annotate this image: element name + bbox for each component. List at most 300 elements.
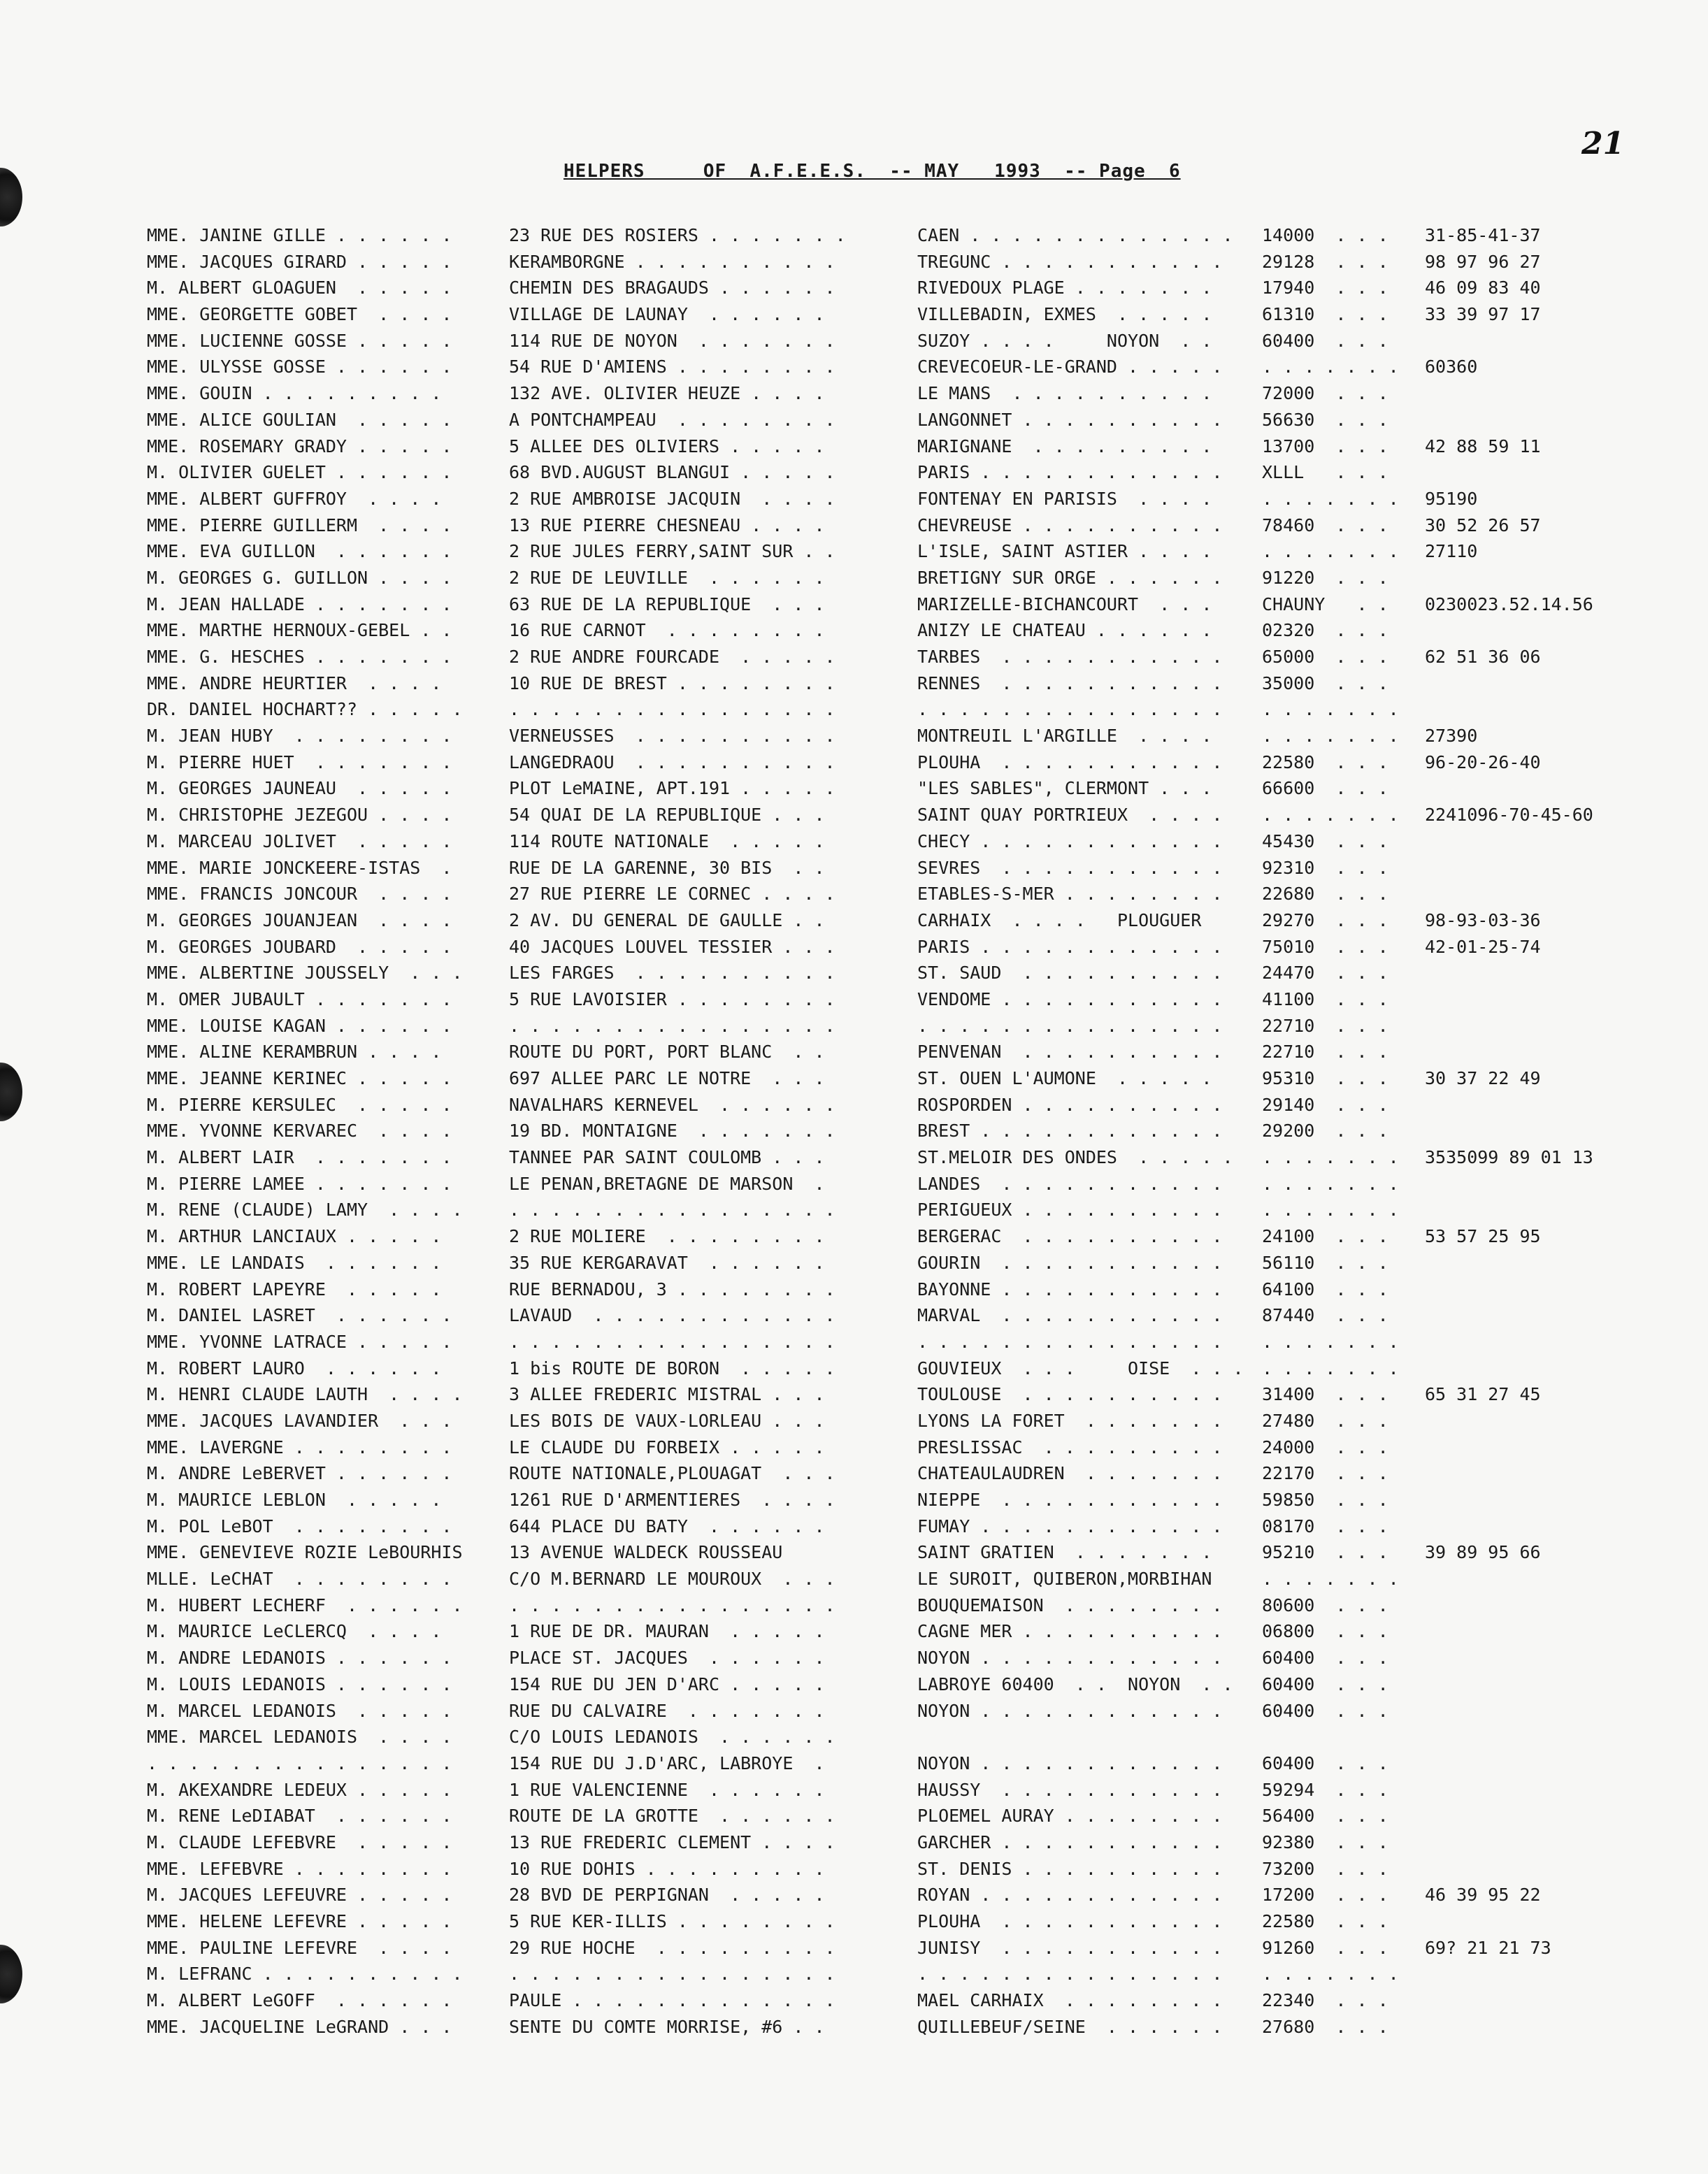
helper-address: LAVAUD . . . . . . . . . . . . — [509, 1305, 835, 1326]
helper-name: MLLE. LeCHAT . . . . . . . . — [147, 1569, 452, 1590]
list-item — [0, 617, 1708, 644]
list-item — [0, 1223, 1708, 1250]
helper-city: CAGNE MER . . . . . . . . . . — [917, 1621, 1223, 1642]
helper-name: MME. FRANCIS JONCOUR . . . . — [147, 884, 452, 905]
helper-name: M. ALBERT LeGOFF . . . . . . — [147, 1990, 452, 2011]
helper-postal-code: 35000 . . . — [1262, 672, 1388, 693]
helper-name: MME. LAVERGNE . . . . . . . . — [147, 1437, 452, 1457]
helper-address: 114 RUE DE NOYON . . . . . . . — [509, 330, 835, 351]
helper-name: M. ROBERT LAURO . . . . . . — [147, 1358, 442, 1378]
helper-city: BAYONNE . . . . . . . . . . . — [917, 1279, 1223, 1300]
helper-city: "LES SABLES", CLERMONT . . . — [917, 778, 1212, 799]
list-item — [0, 723, 1708, 749]
helper-name: M. CHRISTOPHE JEZEGOU . . . . — [147, 805, 452, 826]
helper-city: PLOEMEL AURAY . . . . . . . . — [917, 1806, 1223, 1827]
helper-postal-code: 95310 . . . — [1262, 1068, 1388, 1088]
list-item — [0, 328, 1708, 354]
helper-name: M. PIERRE KERSULEC . . . . . — [147, 1094, 452, 1115]
helper-city: PARIS . . . . . . . . . . . . — [917, 936, 1223, 957]
helper-postal-code: 29200 . . . — [1262, 1121, 1388, 1142]
helper-name: . . . . . . . . . . . . . . . — [147, 1752, 452, 1773]
helper-address: SENTE DU COMTE MORRISE, #6 . . — [509, 2016, 825, 2037]
helper-postal-code: 75010 . . . — [1262, 936, 1388, 957]
helper-address: 2 RUE AMBROISE JACQUIN . . . . — [509, 488, 835, 509]
helper-postal-code: 24000 . . . — [1262, 1437, 1388, 1457]
helper-address: PLOT LeMAINE, APT.191 . . . . . — [509, 778, 835, 799]
helper-name: MME. ROSEMARY GRADY . . . . . — [147, 435, 452, 456]
helper-city: BOUQUEMAISON . . . . . . . . — [917, 1594, 1223, 1615]
helper-city: LE SUROIT, QUIBERON,MORBIHAN — [917, 1569, 1212, 1590]
helper-name: M. PIERRE HUET . . . . . . . — [147, 751, 452, 772]
helper-address: 54 QUAI DE LA REPUBLIQUE . . . — [509, 805, 825, 826]
helper-city: ST. SAUD . . . . . . . . . . — [917, 963, 1223, 984]
helper-city: LANDES . . . . . . . . . . . — [917, 1173, 1223, 1194]
helper-city: JUNISY . . . . . . . . . . . — [917, 1937, 1223, 1958]
helper-address: PAULE . . . . . . . . . . . . . — [509, 1990, 835, 2011]
helper-postal-code: 29270 . . . — [1262, 909, 1388, 930]
helper-name: M. DANIEL LASRET . . . . . . — [147, 1305, 452, 1326]
list-item — [0, 512, 1708, 539]
helper-postal-code: 22580 . . . — [1262, 751, 1388, 772]
list-item — [0, 1829, 1708, 1856]
helper-postal-code: 56110 . . . — [1262, 1252, 1388, 1273]
helper-name: M. ANDRE LEDANOIS . . . . . . — [147, 1648, 452, 1669]
helper-address: 1261 RUE D'ARMENTIERES . . . . — [509, 1490, 835, 1510]
helper-postal-code: 56630 . . . — [1262, 409, 1388, 430]
helper-address: LES FARGES . . . . . . . . . . — [509, 963, 835, 984]
helper-phone: 30 52 26 57 — [1425, 514, 1541, 535]
helper-city: PENVENAN . . . . . . . . . . — [917, 1042, 1223, 1063]
helper-name: M. ALBERT LAIR . . . . . . . — [147, 1147, 452, 1168]
list-item — [0, 1908, 1708, 1935]
helper-address: LES BOIS DE VAUX-LORLEAU . . . — [509, 1410, 825, 1431]
helper-address: 132 AVE. OLIVIER HEUZE . . . . — [509, 383, 825, 404]
list-item — [0, 855, 1708, 881]
list-item — [0, 1197, 1708, 1223]
helper-postal-code: 60400 . . . — [1262, 1752, 1388, 1773]
helper-name: MME. JANINE GILLE . . . . . . — [147, 225, 452, 245]
helper-city: . . . . . . . . . . . . . . . — [917, 1964, 1223, 1985]
helper-name: MME. YVONNE KERVAREC . . . . — [147, 1121, 452, 1142]
helper-city: NIEPPE . . . . . . . . . . . — [917, 1490, 1223, 1510]
helper-name: M. MAURICE LeCLERCQ . . . . — [147, 1621, 442, 1642]
helper-city: LE MANS . . . . . . . . . . — [917, 383, 1212, 404]
helper-city: FUMAY . . . . . . . . . . . . — [917, 1516, 1223, 1536]
list-item — [0, 407, 1708, 433]
helper-address: 10 RUE DOHIS . . . . . . . . . — [509, 1858, 825, 1879]
helper-city: CAEN . . . . . . . . . . . . . — [917, 225, 1233, 245]
list-item — [0, 1724, 1708, 1750]
helper-name: MME. LUCIENNE GOSSE . . . . . — [147, 330, 452, 351]
helper-name: MME. LE LANDAIS . . . . . . — [147, 1252, 442, 1273]
list-item — [0, 459, 1708, 486]
helper-phone: 98-93-03-36 — [1425, 909, 1541, 930]
helper-name: M. HUBERT LECHERF . . . . . . — [147, 1594, 463, 1615]
helper-city: L'ISLE, SAINT ASTIER . . . . — [917, 541, 1212, 562]
helper-name: M. POL LeBOT . . . . . . . . — [147, 1516, 452, 1536]
list-item — [0, 644, 1708, 670]
helper-address: PLACE ST. JACQUES . . . . . . — [509, 1648, 825, 1669]
list-item — [0, 1355, 1708, 1382]
list-item — [0, 749, 1708, 776]
helper-city: GOURIN . . . . . . . . . . . — [917, 1252, 1223, 1273]
list-item — [0, 1144, 1708, 1171]
list-item — [0, 1302, 1708, 1329]
helper-postal-code: 91260 . . . — [1262, 1937, 1388, 1958]
helper-postal-code: . . . . . . . — [1262, 541, 1399, 562]
helper-postal-code: 87440 . . . — [1262, 1305, 1388, 1326]
helper-phone: 27110 — [1425, 541, 1478, 562]
list-item — [0, 1803, 1708, 1829]
helper-name: MME. JACQUES LAVANDIER . . . — [147, 1410, 452, 1431]
list-item — [0, 1513, 1708, 1540]
helper-city: . . . . . . . . . . . . . . . — [917, 1331, 1223, 1352]
list-item — [0, 301, 1708, 328]
helper-city: LYONS LA FORET . . . . . . . — [917, 1410, 1223, 1431]
helper-city: GARCHER . . . . . . . . . . . — [917, 1831, 1223, 1852]
helper-postal-code: 22710 . . . — [1262, 1042, 1388, 1063]
binder-hole-top — [0, 168, 22, 226]
list-item — [0, 1381, 1708, 1408]
helper-postal-code: 31400 . . . — [1262, 1384, 1388, 1405]
helper-name: M. GEORGES JAUNEAU . . . . . — [147, 778, 452, 799]
helper-address: VERNEUSSES . . . . . . . . . . — [509, 726, 835, 747]
list-item — [0, 222, 1708, 249]
helper-city: BERGERAC . . . . . . . . . . — [917, 1226, 1223, 1247]
helper-name: M. ALBERT GLOAGUEN . . . . . — [147, 278, 452, 298]
helper-address: 1 RUE DE DR. MAURAN . . . . . — [509, 1621, 825, 1642]
helper-address: LE PENAN,BRETAGNE DE MARSON . — [509, 1173, 825, 1194]
helper-city: PERIGUEUX . . . . . . . . . . — [917, 1200, 1223, 1221]
helper-name: MME. MARIE JONCKEERE-ISTAS . — [147, 857, 452, 878]
helper-postal-code: 60400 . . . — [1262, 330, 1388, 351]
list-item — [0, 380, 1708, 407]
helper-address: 1 RUE VALENCIENNE . . . . . . — [509, 1779, 825, 1800]
helper-city: MAEL CARHAIX . . . . . . . . — [917, 1990, 1223, 2011]
helper-name: MME. LOUISE KAGAN . . . . . . — [147, 1015, 452, 1036]
helper-address: 27 RUE PIERRE LE CORNEC . . . . — [509, 884, 835, 905]
helper-address: 5 ALLEE DES OLIVIERS . . . . . — [509, 435, 825, 456]
list-item — [0, 802, 1708, 828]
helper-address: 28 BVD DE PERPIGNAN . . . . . — [509, 1885, 825, 1906]
helper-postal-code: 22680 . . . — [1262, 884, 1388, 905]
helper-postal-code: . . . . . . . — [1262, 357, 1399, 377]
page-number: 21 — [1581, 126, 1625, 161]
helper-name: M. RENE LeDIABAT . . . . . . — [147, 1806, 452, 1827]
list-item — [0, 1013, 1708, 1039]
list-item — [0, 433, 1708, 460]
helper-address: NAVALHARS KERNEVEL . . . . . . — [509, 1094, 835, 1115]
helper-city: VENDOME . . . . . . . . . . . — [917, 988, 1223, 1009]
helper-address: 16 RUE CARNOT . . . . . . . . — [509, 620, 825, 641]
helper-postal-code: 78460 . . . — [1262, 514, 1388, 535]
helper-phone: 46 09 83 40 — [1425, 278, 1541, 298]
helper-city: SAINT QUAY PORTRIEUX . . . . — [917, 805, 1223, 826]
helper-postal-code: XLLL . . . — [1262, 462, 1388, 483]
helper-city: MARIZELLE-BICHANCOURT . . . — [917, 593, 1212, 614]
helper-phone: 42 88 59 11 — [1425, 435, 1541, 456]
page-header: HELPERS OF A.F.E.E.S. -- MAY 1993 -- Page 6 — [564, 161, 1181, 182]
list-item — [0, 1566, 1708, 1592]
helper-address: 154 RUE DU J.D'ARC, LABROYE . — [509, 1752, 825, 1773]
helper-city: NOYON . . . . . . . . . . . . — [917, 1648, 1223, 1669]
helper-name: M. GEORGES JOUBARD . . . . . — [147, 936, 452, 957]
helper-address: VILLAGE DE LAUNAY . . . . . . — [509, 304, 825, 325]
helper-name: M. GEORGES G. GUILLON . . . . — [147, 567, 452, 588]
helper-postal-code: 24470 . . . — [1262, 963, 1388, 984]
helper-phone: 95190 — [1425, 488, 1478, 509]
helper-name: M. OLIVIER GUELET . . . . . . — [147, 462, 452, 483]
list-item — [0, 1329, 1708, 1355]
helper-name: M. ARTHUR LANCIAUX . . . . . — [147, 1226, 442, 1247]
helper-postal-code: 60400 . . . — [1262, 1700, 1388, 1721]
helper-name: MME. ALBERT GUFFROY . . . . — [147, 488, 442, 509]
helper-postal-code: 92310 . . . — [1262, 857, 1388, 878]
list-item — [0, 934, 1708, 960]
helper-address: . . . . . . . . . . . . . . . . — [509, 1594, 835, 1615]
helper-address: 5 RUE KER-ILLIS . . . . . . . . — [509, 1911, 835, 1931]
helper-phone: 60360 — [1425, 357, 1478, 377]
helper-city: TARBES . . . . . . . . . . . — [917, 647, 1223, 667]
helper-name: MME. EVA GUILLON . . . . . . — [147, 541, 452, 562]
helper-address: TANNEE PAR SAINT COULOMB . . . — [509, 1147, 825, 1168]
helper-postal-code: 17940 . . . — [1262, 278, 1388, 298]
helper-address: A PONTCHAMPEAU . . . . . . . . — [509, 409, 835, 430]
helper-postal-code: 24100 . . . — [1262, 1226, 1388, 1247]
helper-postal-code: 95210 . . . — [1262, 1542, 1388, 1563]
helper-address: ROUTE DE LA GROTTE . . . . . . — [509, 1806, 835, 1827]
helper-postal-code: 22580 . . . — [1262, 1911, 1388, 1931]
helper-postal-code: 92380 . . . — [1262, 1831, 1388, 1852]
helper-address: 23 RUE DES ROSIERS . . . . . . . — [509, 225, 846, 245]
list-item — [0, 1592, 1708, 1619]
helper-address: 2 RUE ANDRE FOURCADE . . . . . — [509, 647, 835, 667]
helper-city: LANGONNET . . . . . . . . . . — [917, 409, 1223, 430]
helper-address: . . . . . . . . . . . . . . . . — [509, 1964, 835, 1985]
helper-name: M. PIERRE LAMEE . . . . . . . — [147, 1173, 452, 1194]
helper-address: 1 bis ROUTE DE BORON . . . . . — [509, 1358, 835, 1378]
helper-address: RUE DU CALVAIRE . . . . . . . — [509, 1700, 825, 1721]
helper-city: RIVEDOUX PLAGE . . . . . . . — [917, 278, 1212, 298]
helper-postal-code: 06800 . . . — [1262, 1621, 1388, 1642]
helper-postal-code: . . . . . . . — [1262, 1173, 1399, 1194]
list-item — [0, 2014, 1708, 2040]
helper-name: MME. G. HESCHES . . . . . . . — [147, 647, 452, 667]
helper-name: MME. ULYSSE GOSSE . . . . . . — [147, 357, 452, 377]
helper-phone: 30 37 22 49 — [1425, 1068, 1541, 1088]
helper-phone: 62 51 36 06 — [1425, 647, 1541, 667]
helper-address: . . . . . . . . . . . . . . . . — [509, 1200, 835, 1221]
helper-postal-code: 64100 . . . — [1262, 1279, 1388, 1300]
helper-city: TOULOUSE . . . . . . . . . . — [917, 1384, 1223, 1405]
list-item — [0, 1882, 1708, 1908]
helper-phone: 98 97 96 27 — [1425, 251, 1541, 272]
list-item — [0, 275, 1708, 301]
helper-address: 29 RUE HOCHE . . . . . . . . . — [509, 1937, 835, 1958]
list-item — [0, 1276, 1708, 1303]
helper-name: MME. MARCEL LEDANOIS . . . . — [147, 1727, 452, 1748]
helper-name: M. MAURICE LEBLON . . . . . — [147, 1490, 442, 1510]
helper-name: MME. JEANNE KERINEC . . . . . — [147, 1068, 452, 1088]
helper-postal-code: . . . . . . . — [1262, 1200, 1399, 1221]
helper-city: ST. OUEN L'AUMONE . . . . . — [917, 1068, 1212, 1088]
helper-city: ST.MELOIR DES ONDES . . . . . — [917, 1147, 1233, 1168]
helper-address: 19 BD. MONTAIGNE . . . . . . . — [509, 1121, 835, 1142]
helper-city: CHEVREUSE . . . . . . . . . . — [917, 514, 1223, 535]
helper-address: . . . . . . . . . . . . . . . . — [509, 1331, 835, 1352]
helper-address: 35 RUE KERGARAVAT . . . . . . — [509, 1252, 825, 1273]
helper-city: . . . . . . . . . . . . . . . — [917, 1015, 1223, 1036]
helper-city: BREST . . . . . . . . . . . . — [917, 1121, 1223, 1142]
list-item — [0, 1777, 1708, 1804]
helper-postal-code: 29140 . . . — [1262, 1094, 1388, 1115]
helper-city: CREVECOEUR-LE-GRAND . . . . . — [917, 357, 1223, 377]
list-item — [0, 1408, 1708, 1434]
helper-postal-code: 29128 . . . — [1262, 251, 1388, 272]
helper-city: CHECY . . . . . . . . . . . . — [917, 830, 1223, 851]
helper-address: 114 ROUTE NATIONALE . . . . . — [509, 830, 825, 851]
helper-postal-code: 80600 . . . — [1262, 1594, 1388, 1615]
helper-address: ROUTE DU PORT, PORT BLANC . . — [509, 1042, 825, 1063]
helper-postal-code: 22170 . . . — [1262, 1463, 1388, 1484]
helper-postal-code: . . . . . . . — [1262, 1964, 1399, 1985]
helper-name: M. HENRI CLAUDE LAUTH . . . . — [147, 1384, 463, 1405]
helper-address: 10 RUE DE BREST . . . . . . . . — [509, 672, 835, 693]
helper-city: ROYAN . . . . . . . . . . . . — [917, 1885, 1223, 1906]
helper-postal-code: 60400 . . . — [1262, 1673, 1388, 1694]
helper-postal-code: . . . . . . . — [1262, 805, 1399, 826]
helper-address: 13 RUE FREDERIC CLEMENT . . . . — [509, 1831, 835, 1852]
helper-city: NOYON . . . . . . . . . . . . — [917, 1700, 1223, 1721]
helper-city: SEVRES . . . . . . . . . . . — [917, 857, 1223, 878]
helper-phone: 69? 21 21 73 — [1425, 1937, 1551, 1958]
list-item — [0, 1618, 1708, 1645]
helper-address: 2 AV. DU GENERAL DE GAULLE . . — [509, 909, 825, 930]
helper-address: CHEMIN DES BRAGAUDS . . . . . . — [509, 278, 835, 298]
helper-phone: 27390 — [1425, 726, 1478, 747]
helper-name: M. CLAUDE LEFEBVRE . . . . . — [147, 1831, 452, 1852]
list-item — [0, 1671, 1708, 1698]
helper-name: M. ROBERT LAPEYRE . . . . . — [147, 1279, 442, 1300]
helper-city: ETABLES-S-MER . . . . . . . . — [917, 884, 1223, 905]
helper-postal-code: 60400 . . . — [1262, 1648, 1388, 1669]
helper-postal-code: 13700 . . . — [1262, 435, 1388, 456]
helper-name: MME. PIERRE GUILLERM . . . . — [147, 514, 452, 535]
helper-postal-code: 27680 . . . — [1262, 2016, 1388, 2037]
list-item — [0, 960, 1708, 986]
helper-city: ANIZY LE CHATEAU . . . . . . — [917, 620, 1212, 641]
helper-address: 644 PLACE DU BATY . . . . . . — [509, 1516, 825, 1536]
helper-name: M. MARCEAU JOLIVET . . . . . — [147, 830, 452, 851]
helper-postal-code: 45430 . . . — [1262, 830, 1388, 851]
helper-postal-code: 41100 . . . — [1262, 988, 1388, 1009]
helper-name: MME. YVONNE LATRACE . . . . . — [147, 1331, 452, 1352]
helper-postal-code: 91220 . . . — [1262, 567, 1388, 588]
helper-postal-code: 59294 . . . — [1262, 1779, 1388, 1800]
helper-name: M. MARCEL LEDANOIS . . . . . — [147, 1700, 452, 1721]
helper-address: 697 ALLEE PARC LE NOTRE . . . — [509, 1068, 825, 1088]
helper-phone: 31-85-41-37 — [1425, 225, 1541, 245]
list-item — [0, 565, 1708, 591]
helper-city: FONTENAY EN PARISIS . . . . — [917, 488, 1212, 509]
helper-address: LE CLAUDE DU FORBEIX . . . . . — [509, 1437, 825, 1457]
helper-phone: 33 39 97 17 — [1425, 304, 1541, 325]
helper-city: PARIS . . . . . . . . . . . . — [917, 462, 1223, 483]
helper-postal-code: . . . . . . . — [1262, 1331, 1399, 1352]
helper-name: MME. HELENE LEFEVRE . . . . . — [147, 1911, 452, 1931]
list-item — [0, 1065, 1708, 1092]
list-item — [0, 1487, 1708, 1513]
helper-city: PLOUHA . . . . . . . . . . . — [917, 751, 1223, 772]
helper-name: M. JEAN HUBY . . . . . . . . — [147, 726, 452, 747]
helper-address: C/O M.BERNARD LE MOUROUX . . . — [509, 1569, 835, 1590]
helper-city: MARIGNANE . . . . . . . . . — [917, 435, 1212, 456]
list-item — [0, 1118, 1708, 1144]
list-item — [0, 1539, 1708, 1566]
helper-city: MARVAL . . . . . . . . . . . — [917, 1305, 1223, 1326]
helper-phone: 46 39 95 22 — [1425, 1885, 1541, 1906]
helper-postal-code: 14000 . . . — [1262, 225, 1388, 245]
helper-address: 3 ALLEE FREDERIC MISTRAL . . . — [509, 1384, 825, 1405]
helper-phone: 39 89 95 66 — [1425, 1542, 1541, 1563]
helper-address: . . . . . . . . . . . . . . . . — [509, 1015, 835, 1036]
list-item — [0, 1645, 1708, 1671]
helper-address: 68 BVD.AUGUST BLANGUI . . . . . — [509, 462, 835, 483]
list-item — [0, 249, 1708, 275]
helper-city: CARHAIX . . . . PLOUGUER — [917, 909, 1202, 930]
helper-postal-code: 72000 . . . — [1262, 383, 1388, 404]
helper-name: MME. LEFEBVRE . . . . . . . . — [147, 1858, 452, 1879]
list-item — [0, 670, 1708, 697]
helper-address: KERAMBORGNE . . . . . . . . . . — [509, 251, 835, 272]
helper-address: 13 AVENUE WALDECK ROUSSEAU — [509, 1542, 783, 1563]
helper-address: ROUTE NATIONALE,PLOUAGAT . . . — [509, 1463, 835, 1484]
helper-postal-code: 27480 . . . — [1262, 1410, 1388, 1431]
helper-address: C/O LOUIS LEDANOIS . . . . . . — [509, 1727, 835, 1748]
helper-city: QUILLEBEUF/SEINE . . . . . . — [917, 2016, 1223, 2037]
helper-address: RUE DE LA GARENNE, 30 BIS . . — [509, 857, 825, 878]
list-item — [0, 986, 1708, 1013]
helper-name: M. JEAN HALLADE . . . . . . . — [147, 593, 452, 614]
helper-postal-code: 22340 . . . — [1262, 1990, 1388, 2011]
helper-city: SUZOY . . . . NOYON . . — [917, 330, 1212, 351]
helper-address: 2 RUE MOLIERE . . . . . . . . — [509, 1226, 825, 1247]
helper-address: 2 RUE DE LEUVILLE . . . . . . — [509, 567, 825, 588]
list-item — [0, 486, 1708, 512]
helper-name: M. LOUIS LEDANOIS . . . . . . — [147, 1673, 452, 1694]
list-item — [0, 1987, 1708, 2014]
helper-name: M. ANDRE LeBERVET . . . . . . — [147, 1463, 452, 1484]
helper-city: PRESLISSAC . . . . . . . . . — [917, 1437, 1223, 1457]
helper-name: M. LEFRANC . . . . . . . . . . — [147, 1964, 463, 1985]
list-item — [0, 1039, 1708, 1065]
helper-postal-code: . . . . . . . — [1262, 1358, 1399, 1378]
list-item — [0, 354, 1708, 380]
helper-postal-code: 73200 . . . — [1262, 1858, 1388, 1879]
helper-name: MME. GENEVIEVE ROZIE LeBOURHIS — [147, 1542, 463, 1563]
helper-name: MME. GOUIN . . . . . . . . . — [147, 383, 442, 404]
helper-city: BRETIGNY SUR ORGE . . . . . . — [917, 567, 1223, 588]
helper-phone: 53 57 25 95 — [1425, 1226, 1541, 1247]
list-item — [0, 696, 1708, 723]
helper-city: SAINT GRATIEN . . . . . . . — [917, 1542, 1212, 1563]
helper-name: M. GEORGES JOUANJEAN . . . . — [147, 909, 452, 930]
helper-name: DR. DANIEL HOCHART?? . . . . . — [147, 699, 463, 720]
helper-postal-code: 02320 . . . — [1262, 620, 1388, 641]
helper-name: MME. MARTHE HERNOUX-GEBEL . . — [147, 620, 452, 641]
helper-city: ST. DENIS . . . . . . . . . . — [917, 1858, 1223, 1879]
helper-city: TREGUNC . . . . . . . . . . . — [917, 251, 1223, 272]
